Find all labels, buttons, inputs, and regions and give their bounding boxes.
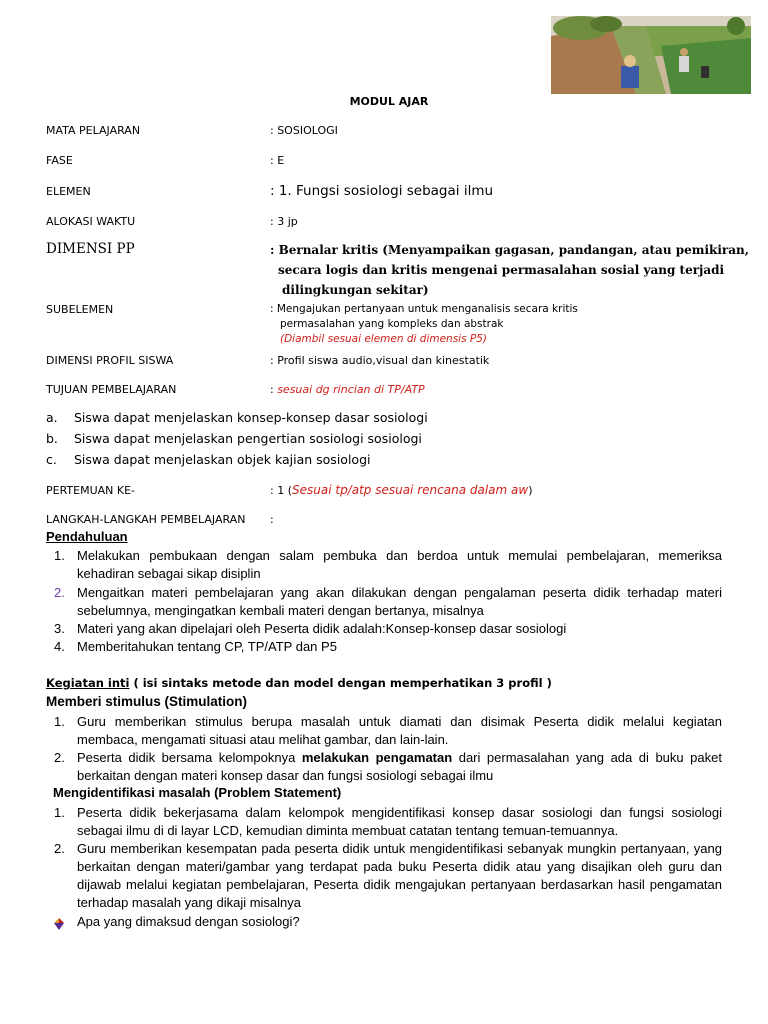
list-text: Materi yang akan dipelajari oleh Peserta didik adalah:Konsep-konsep dasar sosiologi bbox=[77, 621, 567, 636]
subheading-stimulation: Memberi stimulus (Stimulation) bbox=[46, 694, 248, 709]
document-title: MODUL AJAR bbox=[349, 95, 429, 108]
kegiatan-inti-note: ( isi sintaks metode dan model dengan memperhatikan 3 profil ) bbox=[129, 676, 552, 690]
text-segment: Peserta didik bersama kelompoknya bbox=[77, 750, 302, 765]
tujuan-note: sesuai dg rincian di TP/ATP bbox=[277, 383, 425, 396]
value-subelemen bbox=[270, 302, 578, 347]
tujuan-prefix: : bbox=[270, 383, 278, 396]
list-text: Peserta didik bekerjasama dalam kelompok mengidentifikasi konsep dasar sosiologi dan fungsi sosiologi sebagai ilmu di di layar LCD, kemudian diminta membuat catatan tentang temuan-temuannya. bbox=[77, 805, 722, 838]
value-tujuan bbox=[270, 383, 425, 396]
value-fase: : E bbox=[270, 154, 285, 167]
dimensi-pp-line: secara logis dan kritis mengenai permasalahan sosial yang terjadi bbox=[278, 263, 725, 277]
label-elemen: ELEMEN bbox=[46, 185, 91, 198]
label-subelemen: SUBELEMEN bbox=[46, 303, 114, 316]
list-item bbox=[46, 620, 722, 638]
list-item bbox=[46, 547, 722, 583]
list-text: Siswa dapat menjelaskan pengertian sosiologi sosiologi bbox=[74, 431, 422, 446]
value-mata-pelajaran: : SOSIOLOGI bbox=[270, 124, 338, 137]
bullet-question: Apa yang dimaksud dengan sosiologi? bbox=[77, 914, 300, 929]
list-number: 1. bbox=[54, 548, 65, 563]
label-alokasi-waktu: ALOKASI WAKTU bbox=[46, 215, 136, 228]
subelemen-line: : Mengajukan pertanyaan untuk menganalisis secara kritis bbox=[270, 303, 578, 315]
list-text: Guru memberikan stimulus berupa masalah untuk diamati dan disimak Peserta didik melalui kegiatan membaca, mengamati situasi atau melihat gambar, dan lain-lain. bbox=[77, 714, 722, 747]
value-dimensi-profil: : Profil siswa audio,visual dan kinestatik bbox=[270, 354, 490, 367]
list-text: Mengaitkan materi pembelajaran yang akan dilakukan dengan pengalaman peserta didik terhadap materi sebelumnya, mengingatkan kembali materi dengan bertanya, misalnya bbox=[77, 585, 722, 618]
subelemen-note: (Diambil sesuai elemen di dimensis P5) bbox=[280, 333, 488, 345]
label-dimensi-profil: DIMENSI PROFIL SISWA bbox=[46, 354, 174, 367]
list-text bbox=[77, 749, 722, 785]
pertemuan-prefix: : 1 ( bbox=[270, 484, 292, 497]
list-marker: b. bbox=[46, 431, 58, 446]
list-number: 1. bbox=[54, 805, 65, 820]
section-heading-kegiatan-inti bbox=[46, 676, 552, 690]
list-number: 2. bbox=[54, 841, 65, 856]
list-item bbox=[46, 804, 722, 840]
dimensi-pp-line: dilingkungan sekitar) bbox=[282, 283, 429, 297]
list-item bbox=[46, 584, 722, 620]
list-text: Memberitahukan tentang CP, TP/ATP dan P5 bbox=[77, 639, 337, 654]
list-number: 2. bbox=[54, 750, 65, 765]
list-item bbox=[46, 638, 722, 656]
label-mata-pelajaran: MATA PELAJARAN bbox=[46, 124, 141, 137]
list-text: Guru memberikan kesempatan pada peserta didik untuk mengidentifikasi sebanyak mungkin pertanyaan, yang berkaitan dengan materi/gambar yang terdapat pada buku Peserta didik atau yang disajikan oleh guru dan dijawab melalui kegiatan pembelajaran, Peserta didik mengajukan pertanyaan berdasarkan hasil pengamatan terhadap masalah yang dikaji misalnya bbox=[77, 841, 722, 910]
bold-segment: melakukan pengamatan bbox=[301, 750, 453, 765]
list-item bbox=[46, 840, 722, 912]
label-dimensi-pp: DIMENSI PP bbox=[46, 241, 135, 257]
list-text: Siswa dapat menjelaskan konsep-konsep dasar sosiologi bbox=[74, 410, 428, 425]
bullet-arrow-icon bbox=[53, 917, 65, 929]
value-pertemuan bbox=[270, 483, 532, 497]
list-item bbox=[46, 713, 722, 749]
list-number: 1. bbox=[54, 714, 65, 729]
subelemen-line: permasalahan yang kompleks dan abstrak bbox=[280, 318, 504, 330]
value-dimensi-pp bbox=[270, 240, 749, 300]
list-number: 4. bbox=[54, 639, 65, 654]
subheading-problem-statement: Mengidentifikasi masalah (Problem Statement) bbox=[53, 785, 342, 800]
value-langkah: : bbox=[270, 513, 274, 526]
value-elemen: : 1. Fungsi sosiologi sebagai ilmu bbox=[270, 183, 494, 199]
text-segment: dari permasalahan yang ada di buku paket berkaitan dengan materi konsep dasar dan fungsi sosiologi sebagai ilmu bbox=[77, 750, 722, 783]
list-number: 2. bbox=[54, 585, 65, 600]
list-marker: a. bbox=[46, 410, 58, 425]
label-tujuan: TUJUAN PEMBELAJARAN bbox=[46, 383, 177, 396]
label-pertemuan: PERTEMUAN KE- bbox=[46, 484, 136, 497]
label-langkah: LANGKAH-LANGKAH PEMBELAJARAN bbox=[46, 513, 246, 526]
section-heading-pendahuluan: Pendahuluan bbox=[46, 529, 128, 544]
header-photo bbox=[551, 16, 751, 94]
pertemuan-suffix: ) bbox=[528, 484, 533, 497]
list-number: 3. bbox=[54, 621, 65, 636]
list-marker: c. bbox=[46, 452, 57, 467]
list-item bbox=[46, 749, 722, 785]
dimensi-pp-line: : Bernalar kritis (Menyampaikan gagasan, pandangan, atau pemikiran, bbox=[270, 243, 749, 257]
list-text: Siswa dapat menjelaskan objek kajian sosiologi bbox=[74, 452, 371, 467]
kegiatan-inti-title: Kegiatan inti bbox=[46, 676, 130, 690]
pertemuan-note: Sesuai tp/atp sesuai rencana dalam aw bbox=[292, 483, 529, 497]
value-alokasi-waktu: : 3 jp bbox=[270, 215, 298, 228]
label-fase: FASE bbox=[46, 154, 73, 167]
list-text: Melakukan pembukaan dengan salam pembuka dan berdoa untuk memulai pembelajaran, memeriksa kehadiran sebagai sikap disiplin bbox=[77, 548, 722, 581]
